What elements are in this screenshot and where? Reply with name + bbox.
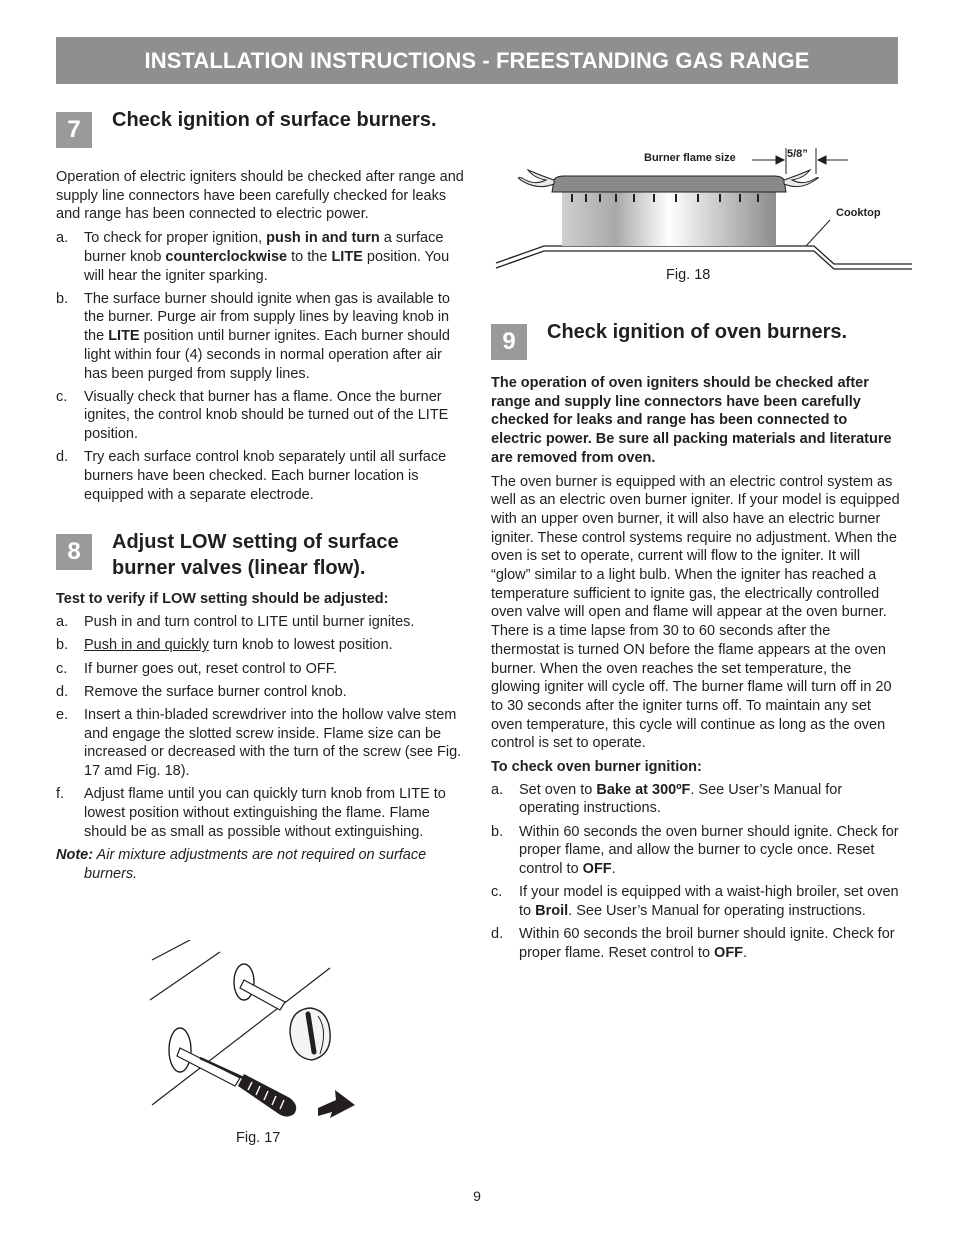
panel-edge-line [152,940,190,960]
list-marker: b. [491,823,504,840]
list-item [56,613,466,632]
list-item [56,290,466,384]
list-item [491,883,901,920]
item-text: a surface burner knob [84,230,444,265]
list-marker: b. [56,637,69,654]
list-marker: a. [56,230,69,247]
item-text: Insert a thin-bladed screwdriver into the hollow valve stem and engage the slotted screw inside. Flame size can be increased or decreased with the turn of the screw (see Fig. 17 amd Fig. 18). [84,706,462,780]
list-marker: e. [56,706,69,723]
screwdriver-icon [169,1028,296,1117]
fig-18-label-flame: Burner flame size [644,152,736,164]
section-7-title: Check ignition of surface burners. [112,109,437,131]
list-marker: d. [491,926,504,943]
item-text: Push in and turn control to LITE until burner ignites. [84,614,415,631]
list-marker: c. [56,388,68,405]
flame-right-icon [784,170,818,187]
section-8-number: 8 [56,534,92,570]
list-item [491,781,901,818]
item-bold: OFF [714,944,744,961]
panel-edge-line [150,952,220,1000]
section-9-list [491,781,901,963]
fig-17-illustration [140,940,370,1125]
right-column [491,312,901,967]
section-9-number: 9 [491,324,527,360]
item-underlined: Push in and quickly [84,637,209,654]
item-bold: Broil [535,902,569,919]
list-item [56,636,466,655]
item-bold: LITE [108,328,140,345]
list-marker: b. [56,290,69,307]
list-item [56,706,466,781]
item-text: To check for proper ignition, [84,230,267,247]
list-marker: a. [491,781,504,798]
page-title-banner: INSTALLATION INSTRUCTIONS - FREESTANDING GAS RANGE [56,37,898,84]
section-8-note [56,846,466,883]
item-text: . See User’s Manual for operating instructions. [568,902,866,919]
fig-18-caption: Fig. 18 [666,267,711,283]
cooktop-line [496,246,912,264]
item-text: position until burner ignites. Each burner should light within four (4) seconds in normal operation after air has been purged from supply lines. [84,328,450,382]
list-item [491,925,901,962]
item-text: . [611,861,616,878]
list-item [56,785,466,841]
item-bold: counterclockwise [165,248,288,265]
section-7-intro: Operation of electric igniters should be checked after range and supply line connectors have been carefully checked for leaks and range has been connected to electric power. [56,169,464,223]
list-marker: c. [491,884,503,901]
item-bold: OFF [582,861,612,878]
note-text: Air mixture adjustments are not required on surface burners. [84,846,427,882]
item-bold: LITE [331,248,363,265]
list-item [56,683,466,702]
item-text: Set oven to [519,781,597,798]
item-bold: Bake at 300ºF [596,781,691,798]
item-text: If your model is equipped with a waist-high broiler, set oven to [519,884,899,919]
fig-18-label-size: 5/8” [787,148,808,160]
section-9-bold-intro: The operation of oven igniters should be checked after range and supply line connectors have been carefully checked for leaks and range has been connected to electric power. Be sure all packing materials and literature are removed from oven. [491,375,892,466]
dimension-arrowhead [818,156,826,164]
item-text: Within 60 seconds the broil burner should ignite. Check for proper flame. Reset control to [519,926,895,961]
burner-icon [552,176,786,246]
section-8-list [56,613,466,841]
section-8-header [56,522,466,578]
section-9-body: The oven burner is equipped with an electric control system as well as an electric oven burner igniter. If your model is equipped with an upper oven burner, it will also have an electric burner igniter. These control systems require no adjustment. When the oven is set to operate, current will flow to the igniter. It will “glow” similar to a light bulb. When the igniter has reached a temperature sufficient to ignite gas, the electrically controlled oven valve will open and flame will appear at the oven burner. There is a time lapse from 30 to 60 seconds after the thermostat is turned ON before the flame appears at the oven burner. When the oven reaches the set temperature, the glowing igniter will cycle off. The burner flame will turn off in 20 to 30 seconds after the igniter turns off. To maintain any set oven temperature, this cycle will continue as long as the oven control is set to operate. [491,473,900,752]
item-text: . [743,944,748,961]
item-text: to the [287,248,332,265]
item-text: Visually check that burner has a flame. Once the burner ignites, the control knob should be turned out of the LITE position. [84,388,449,443]
section-7-header [56,100,466,156]
item-text: Try each surface control knob separately until all surface burners have been checked. Each burner location is equipped with a separate electrode. [84,449,447,503]
item-text: The surface burner should ignite when gas is available to the burner. Purge air from supply lines by leaving knob in the [84,290,450,345]
fig-18-label-cooktop: Cooktop [836,207,881,219]
item-text: Adjust flame until you can quickly turn knob from LITE to lowest position without extinguishing the flame. Flame should be as small as possible without extinguishing. [84,786,446,840]
list-item [56,388,466,444]
valve-stem-icon [234,964,285,1010]
dimension-arrowhead [776,156,784,164]
section-7-number: 7 [56,112,92,148]
item-text: position. You will hear the igniter sparking. [84,248,450,284]
note-label: Note: [56,846,94,863]
list-item [491,823,901,879]
page-number: 9 [473,1188,481,1204]
fig-17-caption: Fig. 17 [236,1130,281,1146]
left-column [56,100,466,883]
list-marker: a. [56,614,69,631]
item-text: Remove the surface burner control knob. [84,683,347,700]
item-bold: push in and turn [266,230,380,247]
list-item [56,660,466,679]
list-marker: d. [56,683,69,700]
section-9-lead: To check oven burner ignition: [491,759,702,776]
section-7-list [56,229,466,504]
section-8-title: Adjust LOW setting of surface burner valves (linear flow). [112,531,399,580]
list-marker: c. [56,660,68,677]
cooktop-leader-line [806,220,830,246]
control-knob-icon [290,1008,330,1060]
list-item [56,448,466,504]
flame-left-icon [518,170,554,187]
item-text: If burner goes out, reset control to OFF. [84,660,338,677]
item-text: Within 60 seconds the oven burner should ignite. Check for proper flame, and allow the burner to cycle once. Reset control to [519,823,899,878]
list-marker: d. [56,449,69,466]
item-text: turn knob to lowest position. [208,637,393,654]
section-9-header [491,312,901,368]
item-text: . See User’s Manual for operating instructions. [519,781,843,817]
list-marker: f. [56,786,65,803]
section-8-lead: Test to verify if LOW setting should be adjusted: [56,591,389,608]
list-item [56,229,466,285]
section-9-title: Check ignition of oven burners. [547,321,848,343]
direction-arrow-icon [318,1090,355,1118]
